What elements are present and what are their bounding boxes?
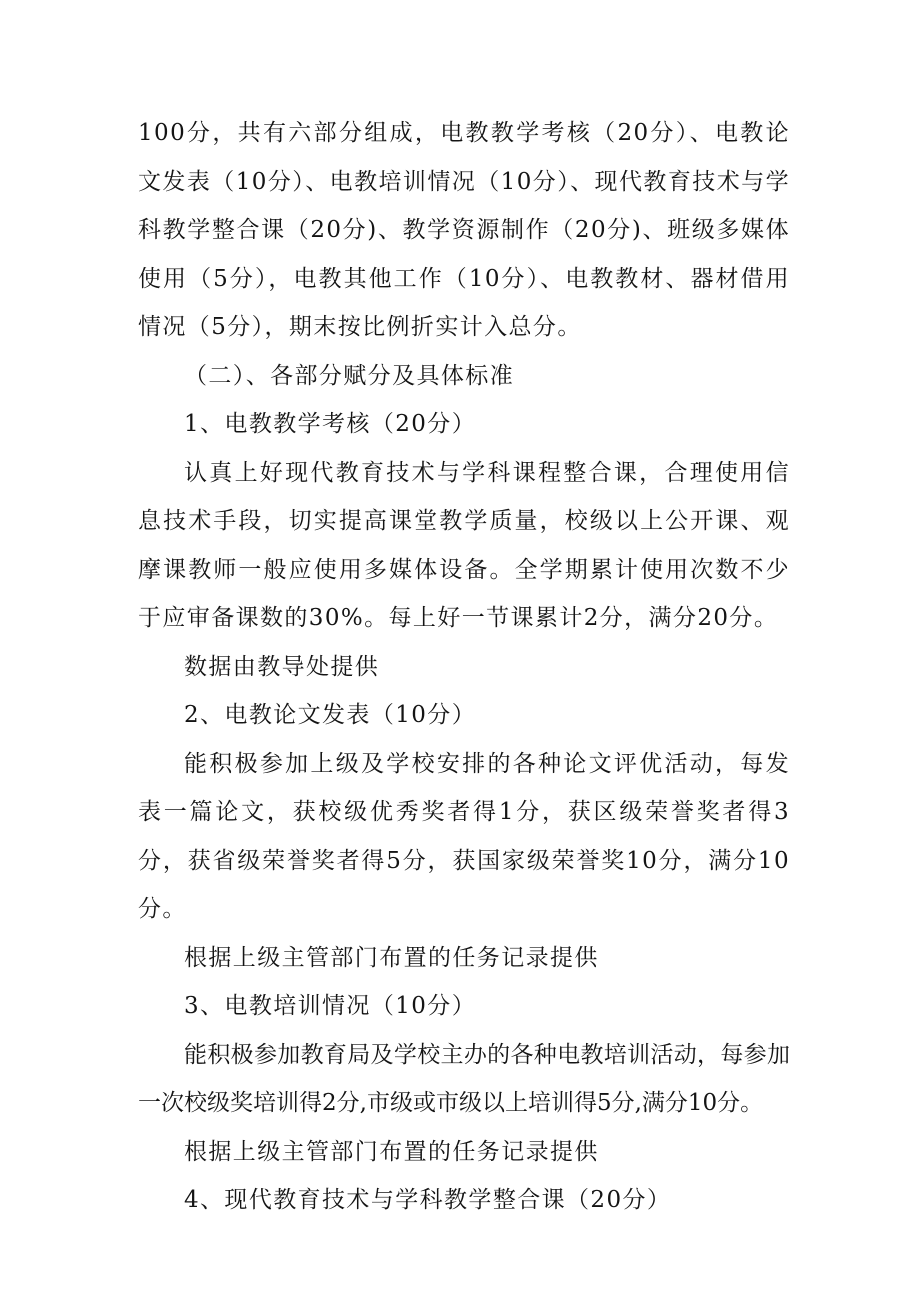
teaching-assessment-paragraph: 认真上好现代教育技术与学科课程整合课，合理使用信息技术手段，切实提高课堂教学质量，校级以上公开课、观摩课教师一般应使用多媒体设备。全学期累计使用次数不少于应审备课数的30%。每上好一节课累计2分，满分20分。 — [138, 459, 790, 631]
document-body — [138, 109, 790, 1225]
data-source-note: 根据上级主管部门布置的任务记录提供 — [184, 944, 599, 971]
item-heading-teaching-assessment: 1、电教教学考核（20分） — [184, 411, 477, 437]
training-paragraph: 能积极参加教育局及学校主办的各种电教培训活动，每参加一次校级奖培训得2分,市级或市级以上培训得5分,满分10分。 — [138, 1041, 790, 1116]
item-heading-paper-publication: 2、电教论文发表（10分） — [184, 702, 477, 728]
section-heading: （二）、各部分赋分及具体标准 — [184, 362, 515, 389]
item-heading-integration-lesson: 4、现代教育技术与学科教学整合课（20分） — [184, 1187, 672, 1213]
scoring-overview-paragraph: 100分，共有六部分组成，电教教学考核（20分）、电教论文发表（10分）、电教培训情况（10分）、现代教育技术与学科教学整合课（20分)、教学资源制作（20分)、班级多媒体使用（5分），电教其他工作（10分）、电教教材、器材借用情况（5分），期末按比例折实计入总分。 — [138, 120, 790, 340]
data-source-note: 根据上级主管部门布置的任务记录提供 — [184, 1138, 599, 1165]
data-source-note: 数据由教导处提供 — [184, 653, 380, 680]
paper-publication-paragraph: 能积极参加上级及学校安排的各种论文评优活动，每发表一篇论文，获校级优秀奖者得1分，获区级荣誉奖者得3分，获省级荣誉奖者得5分，获国家级荣誉奖10分，满分10分。 — [138, 750, 790, 922]
item-heading-training: 3、电教培训情况（10分） — [184, 993, 477, 1019]
